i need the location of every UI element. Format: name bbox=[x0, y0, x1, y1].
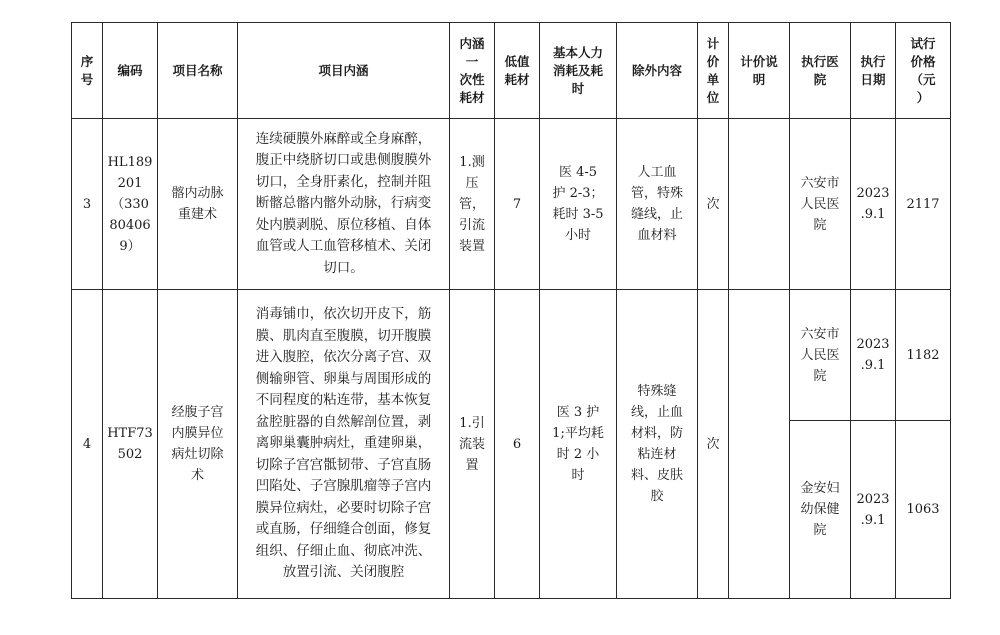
header-labor: 基本人力 消耗及耗 时 bbox=[540, 23, 617, 119]
row-content: 消毒铺巾，依次切开皮下，筋 膜、肌肉直至腹膜，切开腹膜 进入腹腔，依次分离子宫、双 侧输卵管、卵巢与周围形成的 不同程度的粘连带，基本恢复 盆腔脏器的自然解剖位置，剥 离卵巢囊肿病灶，重建卵巢， 切除子宫宫骶韧带、子宫直肠 凹陷处、子宫腺肌瘤等子宫内 膜异位病灶，必要时切除子宫 或直肠，仔细缝合创面，修复 组织、仔细止血、彻底冲洗、 放置引流、关闭腹腔 bbox=[238, 290, 450, 599]
row-pricing-note bbox=[729, 290, 790, 599]
row-hospital: 六安市 人民医 院 bbox=[790, 119, 851, 290]
row-labor: 医 4-5 护 2-3； 耗时 3-5 小时 bbox=[540, 119, 617, 290]
pricing-table bbox=[71, 22, 951, 599]
row-code: HTF73 502 bbox=[103, 290, 158, 599]
row-price: 1182 bbox=[896, 290, 951, 421]
header-name: 项目名称 bbox=[158, 23, 238, 119]
header-low-value: 低值 耗材 bbox=[495, 23, 540, 119]
row-code: HL189 201 （330 80406 9） bbox=[103, 119, 158, 290]
table-header-row bbox=[72, 23, 951, 119]
header-excluded: 除外内容 bbox=[617, 23, 698, 119]
table-row bbox=[72, 290, 951, 421]
row-excluded: 人工血 管，特殊 缝线，止 血材料 bbox=[617, 119, 698, 290]
row-unit: 次 bbox=[698, 290, 729, 599]
row-low-value: 7 bbox=[495, 119, 540, 290]
row-hospital: 六安市 人民医 院 bbox=[790, 290, 851, 421]
header-unit: 计 价 单 位 bbox=[698, 23, 729, 119]
table-row bbox=[72, 119, 951, 290]
row-low-value: 6 bbox=[495, 290, 540, 599]
row-consumable: 1.引 流装 置 bbox=[450, 290, 495, 599]
header-code: 编码 bbox=[103, 23, 158, 119]
row-price: 1063 bbox=[896, 421, 951, 599]
row-seq: 4 bbox=[72, 290, 103, 599]
row-price: 2117 bbox=[896, 119, 951, 290]
row-name: 经腹子宫 内膜异位 病灶切除 术 bbox=[158, 290, 238, 599]
header-seq: 序 号 bbox=[72, 23, 103, 119]
row-date: 2023 .9.1 bbox=[851, 119, 896, 290]
row-unit: 次 bbox=[698, 119, 729, 290]
header-date: 执行 日期 bbox=[851, 23, 896, 119]
header-pricing-note: 计价说 明 bbox=[729, 23, 790, 119]
header-price: 试行 价格 （元 ） bbox=[896, 23, 951, 119]
header-content: 项目内涵 bbox=[238, 23, 450, 119]
row-content: 连续硬膜外麻醉或全身麻醉， 腹正中绕脐切口或患侧腹膜外 切口，全身肝素化，控制并阻 断髂总髂内髂外动脉，行病变 处内膜剥脱、原位移植、自体 血管或人工血管移植术、关闭 切口。 bbox=[238, 119, 450, 290]
row-pricing-note bbox=[729, 119, 790, 290]
row-date: 2023 .9.1 bbox=[851, 290, 896, 421]
row-date: 2023 .9.1 bbox=[851, 421, 896, 599]
row-consumable: 1.测 压 管， 引流 装置 bbox=[450, 119, 495, 290]
row-hospital: 金安妇 幼保健 院 bbox=[790, 421, 851, 599]
header-consumable: 内涵 一 次性 耗材 bbox=[450, 23, 495, 119]
row-seq: 3 bbox=[72, 119, 103, 290]
row-excluded: 特殊缝 线，止血 材料，防 粘连材 料、皮肤 胶 bbox=[617, 290, 698, 599]
row-labor: 医 3 护 1;平均耗 时 2 小 时 bbox=[540, 290, 617, 599]
row-name: 髂内动脉 重建术 bbox=[158, 119, 238, 290]
header-hospital: 执行医 院 bbox=[790, 23, 851, 119]
